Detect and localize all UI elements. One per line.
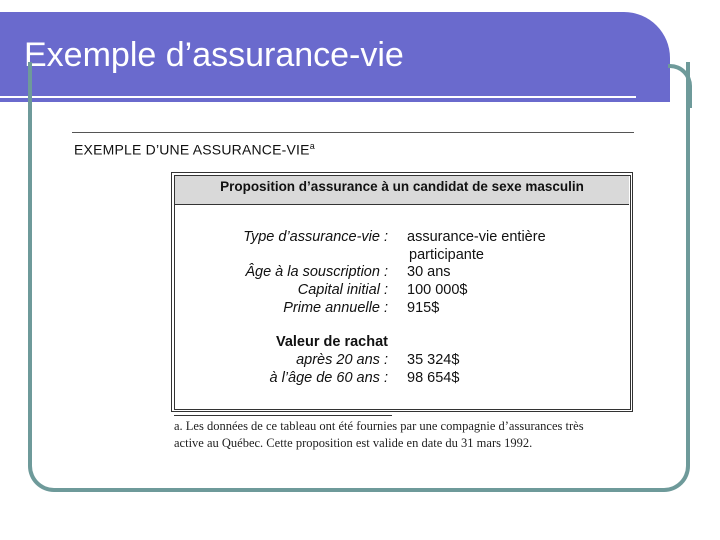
- row-label-type: Type d’assurance-vie :: [243, 229, 388, 245]
- row-label-age: Âge à la souscription :: [245, 264, 388, 280]
- section-title-surrender-value: Valeur de rachat: [275, 334, 388, 350]
- proposal-box-title: Proposition d’assurance à un candidat de sexe masculin: [220, 179, 584, 194]
- document-top-rule: [72, 132, 634, 133]
- row-label-capital: Capital initial :: [297, 282, 388, 298]
- row-value-capital: 100 000$: [407, 282, 468, 298]
- row-value-age: 30 ans: [407, 264, 451, 280]
- row-label-premium: Prime annuelle :: [283, 300, 388, 316]
- row-label-after-20: après 20 ans :: [296, 352, 388, 368]
- footnote-text: a. Les données de ce tableau ont été fournies par une compagnie d’assurances très active au Québec. Cette proposition est valide en date du 31 mars 1992.: [174, 419, 584, 450]
- row-value-type-cont: participante: [409, 247, 484, 263]
- proposal-box-header: [175, 176, 629, 205]
- row-value-age-60: 98 654$: [407, 370, 460, 386]
- row-label-age-60: à l’âge de 60 ans :: [269, 370, 388, 386]
- footnote-marker: a: [309, 141, 315, 151]
- footnote-rule: [174, 415, 392, 416]
- document-heading: EXEMPLE D’UNE ASSURANCE-VIE$^a$: [74, 141, 315, 158]
- proposal-box-inner: [174, 175, 631, 410]
- row-value-after-20: 35 324$: [407, 352, 460, 368]
- slide-title: Exemple d’assurance-vie: [24, 36, 404, 74]
- row-value-type: assurance-vie entière: [407, 229, 546, 245]
- row-value-premium: 915$: [407, 300, 440, 316]
